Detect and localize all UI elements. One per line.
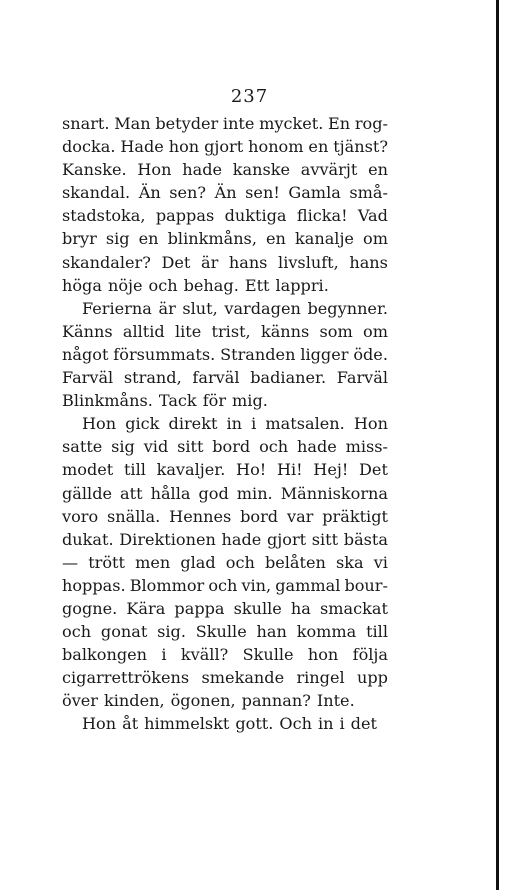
word: sen! (245, 183, 280, 203)
word: Det (359, 460, 388, 480)
word: kanske (232, 160, 291, 180)
word: hans (349, 252, 388, 272)
text-line (62, 458, 388, 481)
text-line (62, 643, 388, 666)
word: bästa (343, 529, 388, 549)
word: livsluft, (278, 252, 339, 272)
text-line (62, 505, 388, 528)
word: hade (182, 160, 223, 180)
word: vardagen (224, 298, 301, 318)
word: till (123, 460, 146, 480)
text-line (62, 227, 388, 250)
word: Kanske. (62, 160, 127, 180)
body-text (62, 112, 388, 736)
word: belåten (264, 552, 326, 572)
word: skandaler? (62, 252, 151, 272)
word: Man (114, 114, 151, 133)
word: och (208, 575, 238, 595)
word: Gamla (288, 183, 341, 203)
word: lite (174, 321, 202, 341)
word: mig. (232, 391, 268, 411)
text-line (62, 343, 388, 366)
word: gjort (266, 529, 307, 549)
word: vi (373, 552, 388, 572)
word: Hade (120, 137, 164, 157)
word: begynner. (307, 298, 388, 318)
word: bord (212, 437, 251, 457)
word: upp (357, 668, 388, 688)
word: hoppas. (62, 575, 126, 595)
word: om (363, 229, 388, 249)
text-line (62, 689, 388, 712)
word: Direktionen (119, 529, 216, 549)
word: skandal. (62, 183, 131, 203)
word: sen? (169, 183, 207, 203)
word: försummats. (113, 344, 216, 364)
word: höga (62, 275, 102, 295)
text-line (62, 320, 388, 343)
word: små- (349, 183, 388, 203)
word: och (62, 622, 92, 642)
word: Känns (62, 321, 113, 341)
text-line (62, 297, 388, 320)
word: glad (180, 552, 216, 572)
word: Farväl (62, 368, 114, 388)
word: följa (352, 645, 388, 665)
text-line (62, 412, 388, 435)
word: rog- (354, 114, 388, 133)
text-line (62, 574, 388, 597)
word: nöje (107, 275, 143, 295)
word: något (62, 344, 109, 364)
word: ringel (296, 668, 345, 688)
word: Ett (244, 275, 270, 295)
word: docka. (62, 137, 116, 157)
word: Hon (82, 714, 117, 734)
text-line (62, 251, 388, 274)
word: Ferierna (82, 298, 152, 318)
word: ha (290, 598, 311, 618)
word: himmelskt (144, 714, 230, 734)
word: smackat (319, 598, 388, 618)
text-line (62, 389, 388, 412)
word: för (202, 391, 227, 411)
word: direkt (168, 414, 218, 434)
word: var (286, 506, 314, 526)
word: Och (279, 714, 312, 734)
word: Hi! (276, 460, 303, 480)
word: trött (88, 552, 125, 572)
word: gjort (204, 137, 244, 157)
word: kinden, (104, 691, 165, 711)
word: kväll? (180, 645, 229, 665)
word: miss- (345, 437, 388, 457)
word: ligger (300, 344, 349, 364)
word: blinkmåns, (167, 229, 257, 249)
word: Tack (158, 391, 197, 411)
word: kanalje (294, 229, 354, 249)
word: flicka! (296, 206, 348, 226)
word: cigarrettrökens (62, 668, 190, 688)
word: satte (62, 437, 103, 457)
word: över (62, 691, 98, 711)
word: behag. (183, 275, 239, 295)
word: i (251, 414, 257, 434)
word: in (226, 414, 243, 434)
word: pannan? (241, 691, 311, 711)
word: min. (236, 483, 273, 503)
word: en (308, 137, 329, 157)
word: hon (307, 645, 339, 665)
word: ögonen, (170, 691, 236, 711)
word: Farväl (336, 368, 388, 388)
word: mycket. (259, 114, 324, 133)
word: god (198, 483, 229, 503)
word: en (368, 160, 388, 180)
word: Hej! (313, 460, 349, 480)
word: hade (221, 529, 262, 549)
word: trist, (211, 321, 251, 341)
word: voro (62, 506, 99, 526)
word: och (259, 437, 289, 457)
word: lappri. (275, 275, 329, 295)
word: snart. (62, 114, 110, 133)
word: Hon (137, 160, 172, 180)
word: i (339, 714, 345, 734)
word: balkongen (62, 645, 148, 665)
word: komma (296, 622, 357, 642)
word: Kära (126, 598, 166, 618)
word: vin, (241, 575, 272, 595)
word: det (350, 714, 377, 734)
word: skulle (233, 598, 282, 618)
word: bour- (344, 575, 388, 595)
word: modet (62, 460, 114, 480)
word: gick (125, 414, 160, 434)
word: avvärjt (300, 160, 358, 180)
word: gonat (100, 622, 148, 642)
word: men (135, 552, 171, 572)
text-line (62, 712, 388, 735)
word: Det (161, 252, 191, 272)
word: dukat. (62, 529, 114, 549)
word: Blinkmåns. (62, 391, 153, 411)
text-line (62, 597, 388, 620)
word: Människorna (280, 483, 388, 503)
word: inte (222, 114, 255, 133)
word: in (317, 714, 334, 734)
word: Än (214, 183, 237, 203)
word: pappa (174, 598, 225, 618)
text-line (62, 551, 388, 574)
word: Skulle (195, 622, 247, 642)
word: präktigt (322, 506, 388, 526)
word: en (138, 229, 159, 249)
text-line (62, 181, 388, 204)
text-line (62, 204, 388, 227)
word: till (366, 622, 388, 642)
word: gällde (62, 483, 113, 503)
word: — (62, 552, 79, 572)
word: Hon (82, 414, 117, 434)
word: gogne. (62, 598, 118, 618)
word: Inte. (316, 691, 355, 711)
word: kavaljer. (156, 460, 226, 480)
word: sig (111, 437, 135, 457)
word: och (148, 275, 178, 295)
word: honom (248, 137, 304, 157)
word: Vad (357, 206, 388, 226)
word: Stranden (220, 344, 296, 364)
text-line (62, 528, 388, 551)
word: pappas (155, 206, 215, 226)
word: i (161, 645, 167, 665)
text-line (62, 435, 388, 458)
word: snälla. (107, 506, 161, 526)
word: bryr (62, 229, 97, 249)
text-line (62, 666, 388, 689)
word: gammal (275, 575, 341, 595)
text-line (62, 620, 388, 643)
word: ska (335, 552, 364, 572)
text-line (62, 112, 388, 135)
word: farväl (192, 368, 240, 388)
text-line (62, 158, 388, 181)
word: sitt (177, 437, 204, 457)
word: känns (260, 321, 310, 341)
word: han (256, 622, 287, 642)
word: hade (296, 437, 337, 457)
word: sig (105, 229, 130, 249)
word: hans (228, 252, 268, 272)
word: Hennes (169, 506, 232, 526)
word: matsalen. (265, 414, 345, 434)
word: En (328, 114, 351, 133)
word: Än (138, 183, 161, 203)
word: duktiga (224, 206, 287, 226)
word: och (225, 552, 255, 572)
word: sitt (311, 529, 339, 549)
word: gott. (235, 714, 274, 734)
word: Skulle (242, 645, 294, 665)
word: Blommor (129, 575, 205, 595)
word: om (363, 321, 388, 341)
text-line (62, 274, 388, 297)
text-line (62, 482, 388, 505)
word: betyder (155, 114, 219, 133)
word: Ho! (236, 460, 267, 480)
word: är (200, 252, 219, 272)
word: badianer. (250, 368, 327, 388)
word: alltid (122, 321, 165, 341)
word: vid (143, 437, 169, 457)
word: är (158, 298, 176, 318)
word: strand, (123, 368, 182, 388)
word: bord (240, 506, 279, 526)
word: öde. (353, 344, 388, 364)
word: som (319, 321, 353, 341)
text-line (62, 135, 388, 158)
page-number: 237 (230, 86, 269, 107)
word: åt (122, 714, 139, 734)
word: smekande (201, 668, 285, 688)
word: slut, (182, 298, 218, 318)
word: stadstoka, (62, 206, 146, 226)
word: Hon (353, 414, 388, 434)
word: att (120, 483, 143, 503)
text-line (62, 366, 388, 389)
word: hon (168, 137, 200, 157)
word: hålla (150, 483, 191, 503)
word: sig. (157, 622, 186, 642)
word: tjänst? (333, 137, 388, 157)
word: en (266, 229, 286, 249)
